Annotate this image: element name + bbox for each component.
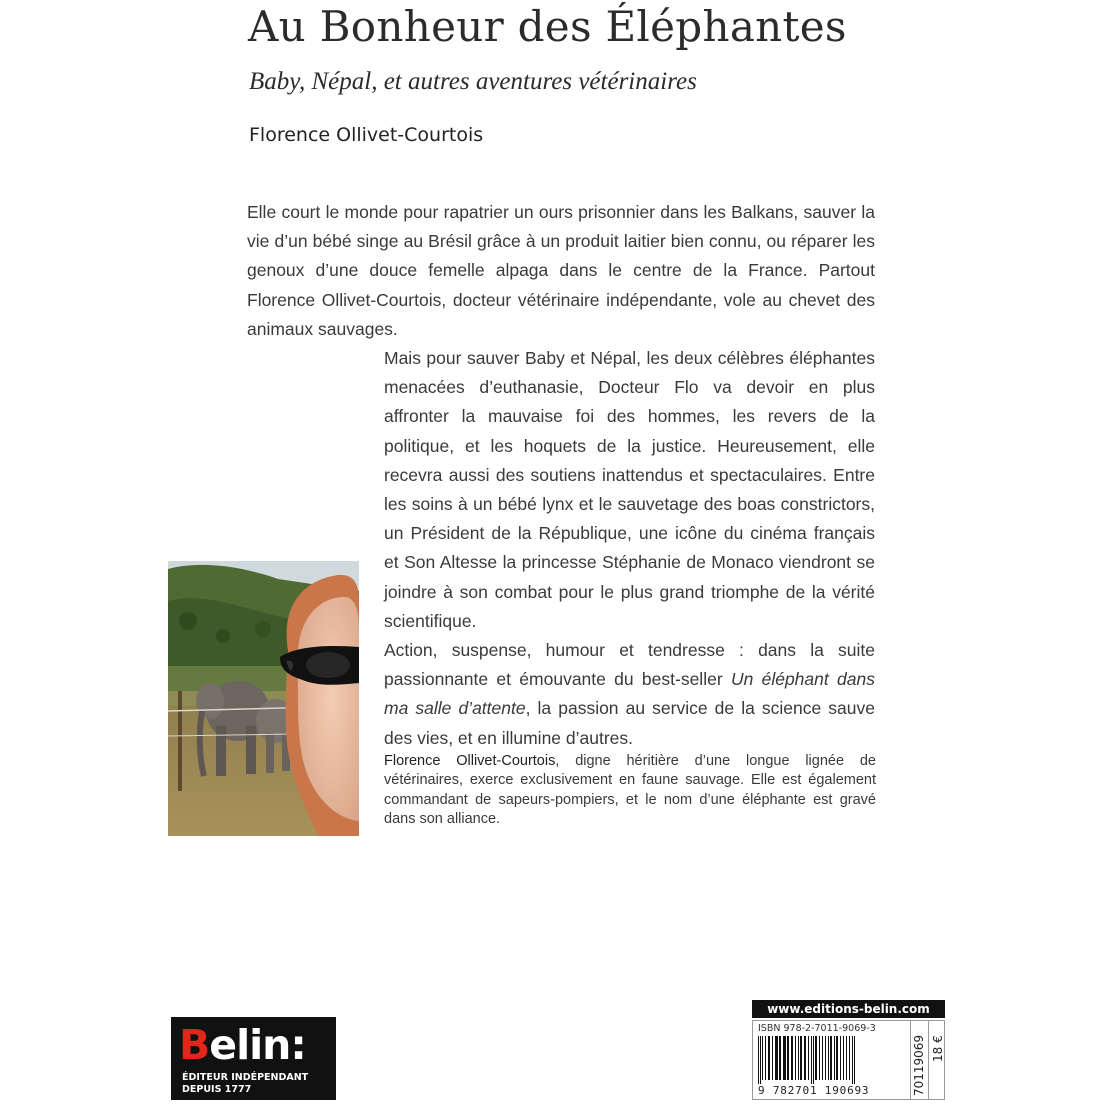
publisher-logo: [171, 1017, 336, 1100]
book-title: Au Bonheur des Éléphantes: [248, 2, 847, 51]
logo-word-rest: elin:: [209, 1021, 306, 1069]
bio-text: , digne héritière d’une longue lignée de vétérinaires, exerce exclusivement en faune sauvage. Elle est également commandant de sapeurs-pompiers, et le nom d’une éléphante est gravé dans son alliance.: [384, 753, 876, 827]
logo-tagline-1: ÉDITEUR INDÉPENDANT: [182, 1072, 309, 1083]
barcode-block: [752, 1000, 945, 1100]
bio-author-name: Florence Ollivet-Courtois: [384, 753, 556, 769]
barcode-divider-1: [910, 1020, 911, 1100]
barcode-divider-2: [928, 1020, 929, 1100]
blurb-p3-start: Action, suspense, humour et tendresse : dans la suite passionnante et émouvante du best-seller: [384, 640, 875, 690]
ean-digits: 9 782701 190693: [758, 1084, 870, 1097]
isbn-text: ISBN 978-2-7011-9069-3: [758, 1023, 876, 1034]
blurb-paragraph-1: Elle court le monde pour rapatrier un ours prisonnier dans les Balkans, sauver la vie d’un bébé singe au Brésil grâce à un produit laitier bien connu, ou réparer les genoux d’une douce femelle alpaga dans le centre de la France. Partout Florence Ollivet-Courtois, docteur vétérinaire indépendante, vole au chevet des animaux sauvages.: [247, 202, 875, 339]
logo-wordmark: [179, 1021, 306, 1069]
blurb-p3-end: , la passion au service de la science sauve des vies, et en illumine d’autres.: [384, 698, 875, 748]
author-bio: [384, 752, 876, 829]
author-name: Florence Ollivet-Courtois: [249, 124, 484, 146]
barcode-bars-icon: [756, 1036, 906, 1084]
logo-initial: B: [179, 1021, 210, 1069]
author-portrait-with-elephants-icon: [168, 561, 359, 836]
product-code: 70119069: [912, 1034, 926, 1096]
publisher-url: www.editions-belin.com: [752, 1000, 945, 1018]
blurb-book-reference: Un éléphant dans ma salle d’attente: [384, 669, 875, 719]
price-label: 18 €: [931, 1035, 945, 1062]
blurb-paragraph-2: Mais pour sauver Baby et Népal, les deux célèbres éléphantes menacées d’euthanasie, Docteur Flo va devoir en plus affronter la mauvaise foi des hommes, les revers de la politique, et les hoquets de la justice. Heureusement, elle recevra aussi des soutiens inattendus et spectaculaires. Entre les soins à un bébé lynx et le sauvetage des boas constrictors, un Président de la République, une icône du cinéma français et Son Altesse la princesse Stéphanie de Monaco viendront se joindre à son combat pour le plus grand triomphe de la vérité scientifique.: [384, 348, 875, 631]
logo-tagline-2: DEPUIS 1777: [182, 1084, 252, 1095]
book-subtitle: Baby, Népal, et autres aventures vétérinaires: [249, 68, 697, 95]
